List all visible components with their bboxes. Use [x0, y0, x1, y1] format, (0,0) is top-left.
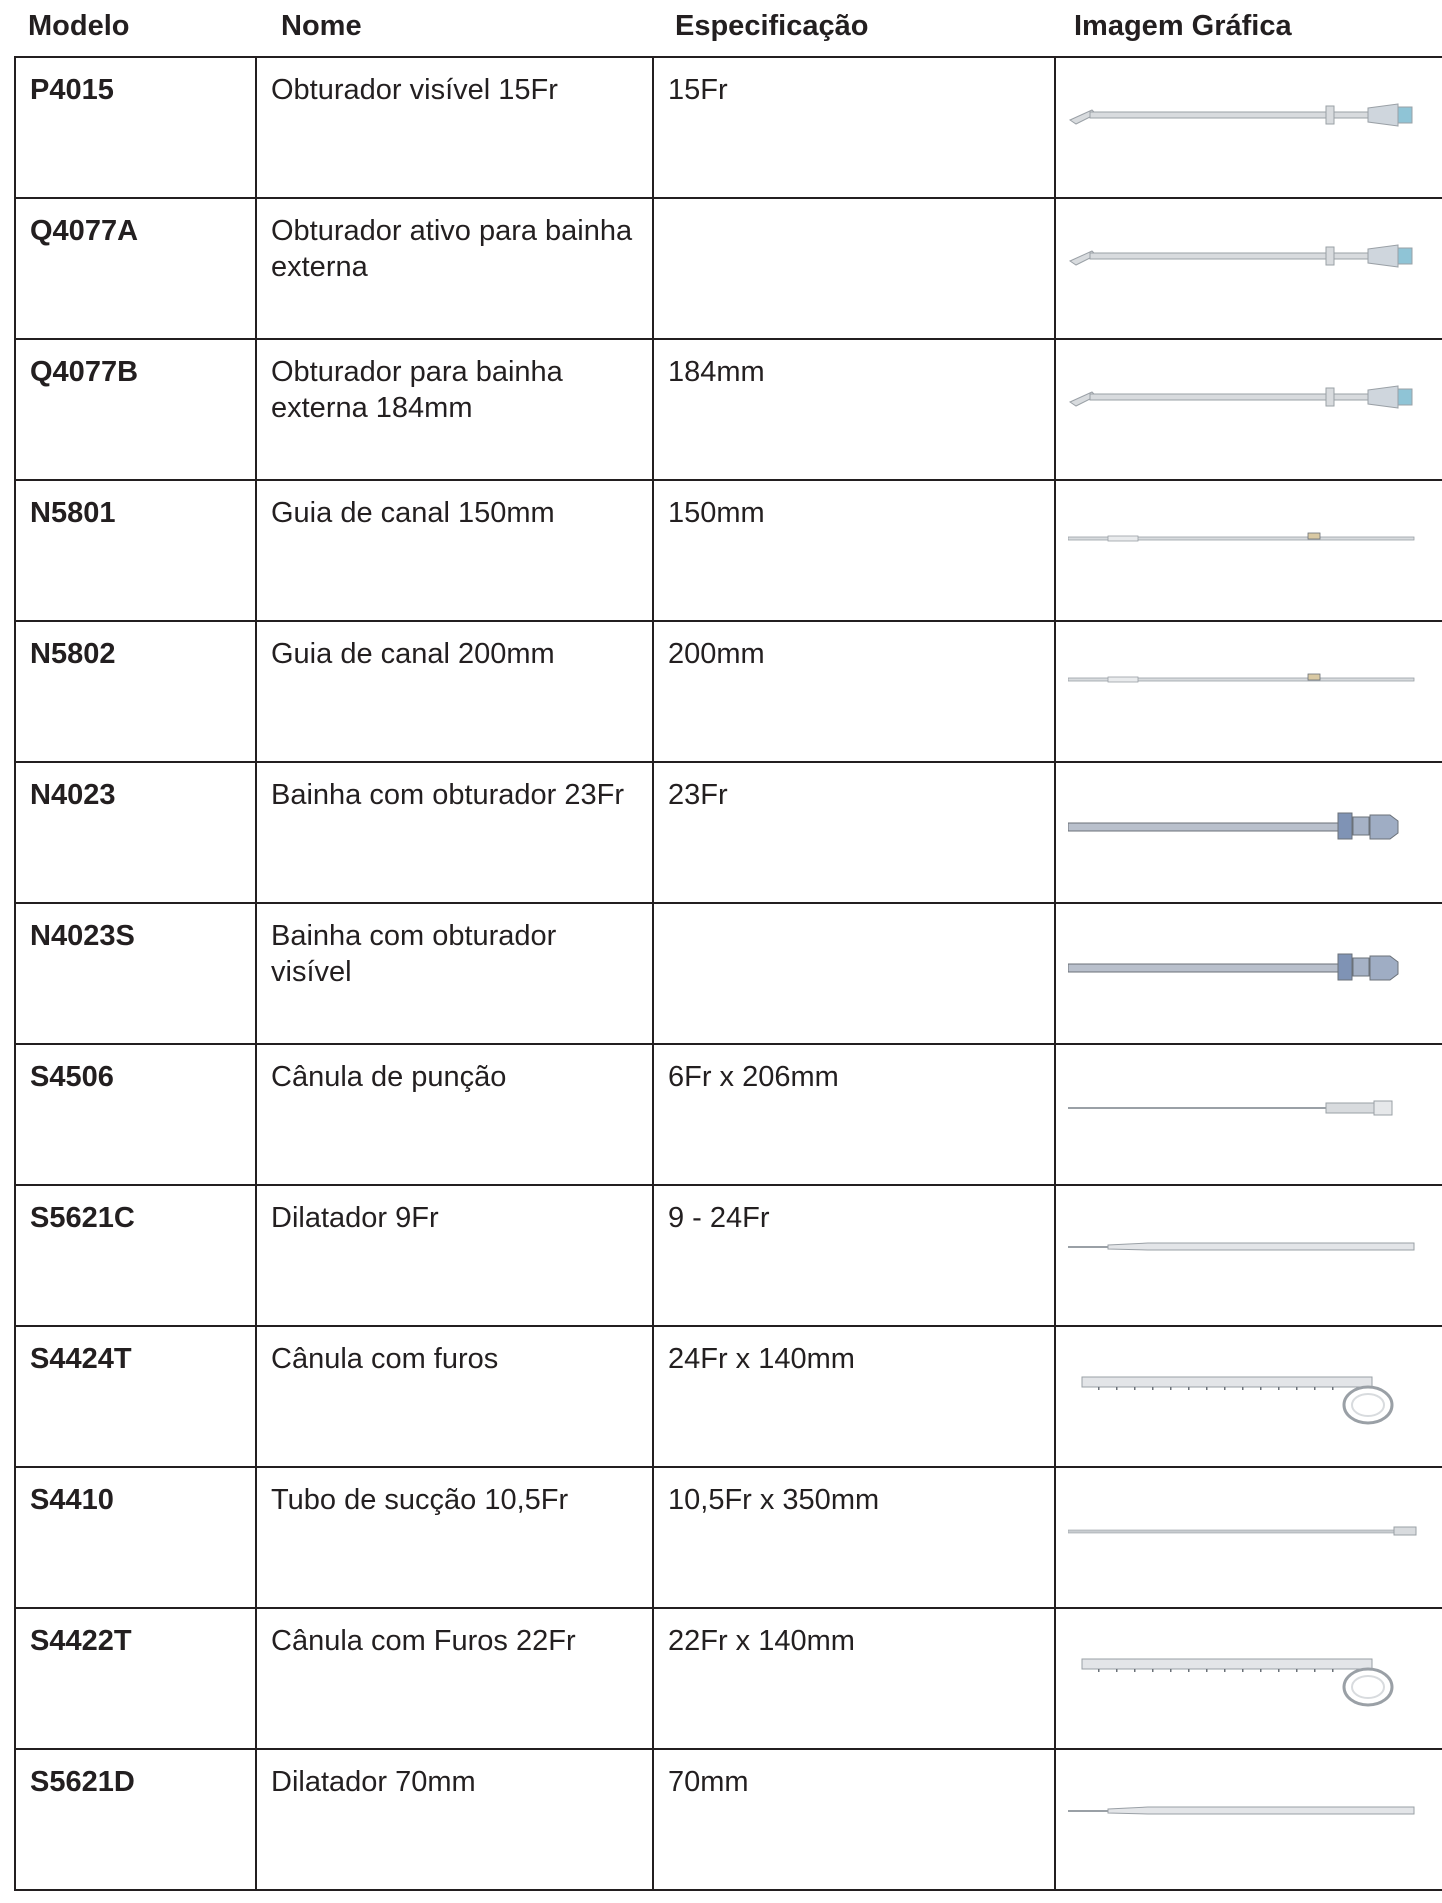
table-header	[0, 0, 1442, 56]
column-header-graphic: Imagem Gráfica	[1074, 10, 1292, 42]
column-header-model: Modelo	[28, 10, 130, 42]
specification-value: 6Fr x 206mm	[668, 1061, 839, 1093]
name-cell	[256, 903, 653, 1044]
name-cell	[256, 57, 653, 198]
graphic-cell	[1055, 1044, 1442, 1185]
angled-obturator-icon	[1068, 243, 1420, 303]
model-cell	[15, 1749, 256, 1890]
product-name: Cânula com furos	[271, 1343, 499, 1375]
graphic-cell	[1055, 1185, 1442, 1326]
specification-cell	[653, 57, 1055, 198]
angled-obturator-icon	[1068, 384, 1420, 444]
model-cell	[15, 57, 256, 198]
specification-cell	[653, 903, 1055, 1044]
model-code: N4023S	[30, 920, 135, 952]
graphic-cell	[1055, 1467, 1442, 1608]
model-code: S5621D	[30, 1766, 135, 1798]
model-cell	[15, 903, 256, 1044]
model-cell	[15, 1326, 256, 1467]
name-cell	[256, 339, 653, 480]
table-row	[15, 1044, 1442, 1185]
name-cell	[256, 1467, 653, 1608]
model-code: S4506	[30, 1061, 114, 1093]
model-cell	[15, 621, 256, 762]
model-code: N5801	[30, 497, 116, 529]
graphic-cell	[1055, 1749, 1442, 1890]
name-cell	[256, 762, 653, 903]
specification-value: 23Fr	[668, 779, 728, 811]
name-cell	[256, 1608, 653, 1749]
table-row	[15, 621, 1442, 762]
product-name: Cânula de punção	[271, 1061, 507, 1093]
model-cell	[15, 1467, 256, 1608]
graphic-cell	[1055, 57, 1442, 198]
graphic-cell	[1055, 1326, 1442, 1467]
graphic-cell	[1055, 1608, 1442, 1749]
table-row	[15, 480, 1442, 621]
specification-cell	[653, 1185, 1055, 1326]
specification-cell	[653, 762, 1055, 903]
product-name: Bainha com obturador visível	[271, 920, 557, 988]
specification-value: 24Fr x 140mm	[668, 1343, 855, 1375]
model-cell	[15, 1185, 256, 1326]
table-row	[15, 198, 1442, 339]
name-cell	[256, 1044, 653, 1185]
name-cell	[256, 1185, 653, 1326]
specification-cell	[653, 480, 1055, 621]
model-code: Q4077B	[30, 356, 139, 388]
product-table	[14, 56, 1442, 1891]
table-row	[15, 1326, 1442, 1467]
specification-cell	[653, 1467, 1055, 1608]
angled-obturator-icon	[1068, 102, 1420, 162]
model-code: S4422T	[30, 1625, 132, 1657]
product-name: Guia de canal 200mm	[271, 638, 555, 670]
name-cell	[256, 198, 653, 339]
product-name: Obturador para bainha externa 184mm	[271, 356, 563, 424]
model-code: N4023	[30, 779, 116, 811]
product-name: Obturador visível 15Fr	[271, 74, 558, 106]
specification-value: 70mm	[668, 1766, 749, 1798]
table-row	[15, 762, 1442, 903]
puncture-needle-icon	[1068, 1089, 1420, 1149]
model-cell	[15, 762, 256, 903]
specification-value: 200mm	[668, 638, 765, 670]
product-name: Guia de canal 150mm	[271, 497, 555, 529]
suction-tube-icon	[1068, 1512, 1420, 1572]
specification-cell	[653, 198, 1055, 339]
model-cell	[15, 1608, 256, 1749]
specification-cell	[653, 1326, 1055, 1467]
channel-guide-icon	[1068, 666, 1420, 726]
graphic-cell	[1055, 762, 1442, 903]
product-name: Cânula com Furos 22Fr	[271, 1625, 576, 1657]
perforated-cannula-icon	[1068, 1371, 1420, 1431]
specification-value: 9 - 24Fr	[668, 1202, 770, 1234]
sheath-icon	[1068, 948, 1420, 1008]
sheath-icon	[1068, 807, 1420, 867]
table-row	[15, 1608, 1442, 1749]
specification-value: 10,5Fr x 350mm	[668, 1484, 880, 1516]
specification-cell	[653, 1608, 1055, 1749]
dilator-icon	[1068, 1230, 1420, 1290]
specification-cell	[653, 1044, 1055, 1185]
name-cell	[256, 480, 653, 621]
graphic-cell	[1055, 198, 1442, 339]
table-row	[15, 1467, 1442, 1608]
graphic-cell	[1055, 339, 1442, 480]
graphic-cell	[1055, 480, 1442, 621]
product-name: Obturador ativo para bainha externa	[271, 215, 633, 283]
specification-value: 184mm	[668, 356, 765, 388]
specification-cell	[653, 621, 1055, 762]
column-header-specification: Especificação	[675, 10, 869, 42]
specification-value: 15Fr	[668, 74, 728, 106]
product-name: Tubo de sucção 10,5Fr	[271, 1484, 569, 1516]
model-code: S5621C	[30, 1202, 135, 1234]
product-name: Bainha com obturador 23Fr	[271, 779, 625, 811]
name-cell	[256, 1749, 653, 1890]
name-cell	[256, 621, 653, 762]
name-cell	[256, 1326, 653, 1467]
product-name: Dilatador 9Fr	[271, 1202, 439, 1234]
model-code: Q4077A	[30, 215, 139, 247]
table-row	[15, 1749, 1442, 1890]
specification-cell	[653, 339, 1055, 480]
specification-cell	[653, 1749, 1055, 1890]
graphic-cell	[1055, 621, 1442, 762]
table-row	[15, 57, 1442, 198]
model-code: N5802	[30, 638, 116, 670]
specification-value	[654, 199, 1054, 213]
model-code: P4015	[30, 74, 114, 106]
dilator-icon	[1068, 1794, 1420, 1854]
product-name: Dilatador 70mm	[271, 1766, 476, 1798]
model-cell	[15, 339, 256, 480]
specification-value: 22Fr x 140mm	[668, 1625, 855, 1657]
specification-value	[654, 904, 1054, 918]
model-code: S4424T	[30, 1343, 132, 1375]
model-code: S4410	[30, 1484, 114, 1516]
table-row	[15, 339, 1442, 480]
model-cell	[15, 480, 256, 621]
graphic-cell	[1055, 903, 1442, 1044]
specification-value: 150mm	[668, 497, 765, 529]
column-header-name: Nome	[281, 10, 362, 42]
table-row	[15, 903, 1442, 1044]
channel-guide-icon	[1068, 525, 1420, 585]
table-row	[15, 1185, 1442, 1326]
perforated-cannula-icon	[1068, 1653, 1420, 1713]
model-cell	[15, 1044, 256, 1185]
model-cell	[15, 198, 256, 339]
